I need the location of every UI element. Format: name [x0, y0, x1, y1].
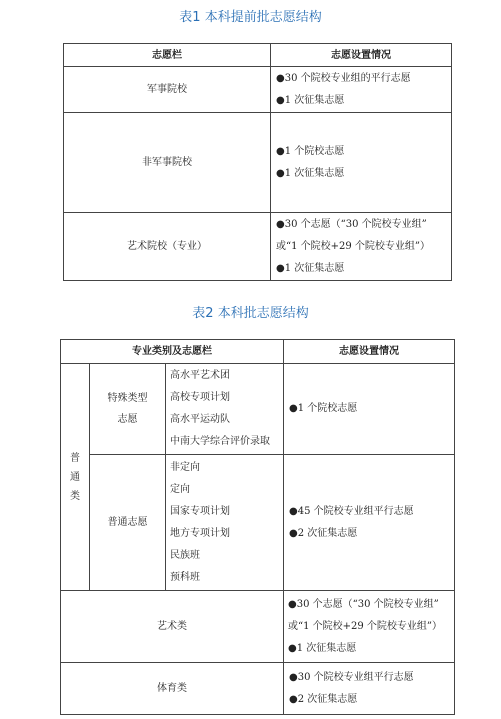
table2-row-regular — [61, 455, 455, 591]
table1-item: ●1 次征集志愿 — [276, 262, 345, 274]
program-item: 非定向 — [170, 461, 200, 473]
table2-sports-label: 体育类 — [61, 663, 284, 715]
table1-row-items — [271, 67, 452, 113]
table2-sports-items — [284, 663, 455, 715]
table2 — [60, 339, 455, 715]
table1-col-header-2: 志愿设置情况 — [271, 44, 452, 67]
table1-row-name: 非军事院校 — [64, 113, 271, 213]
table1-row — [64, 113, 452, 213]
table2-art-label: 艺术类 — [61, 591, 284, 663]
table2-regular-label: 普通志愿 — [90, 455, 166, 591]
table2-regular-programs — [166, 455, 284, 591]
table2-item: ●1 个院校志愿 — [289, 403, 358, 414]
table1-row-name: 军事院校 — [64, 67, 271, 113]
table2-special-label: 特殊类型 志愿 — [90, 364, 166, 455]
table1-row-items — [271, 213, 452, 281]
table1-row — [64, 67, 452, 113]
table2-row-special — [61, 364, 455, 455]
table2-special-programs — [166, 364, 284, 455]
table2-item: ●45 个院校专业组平行志愿 — [289, 505, 414, 517]
table1-row-items — [271, 113, 452, 213]
table1 — [63, 43, 452, 281]
program-item: 地方专项计划 — [170, 527, 230, 539]
table1-header-row — [64, 44, 452, 67]
table2-col-header-2: 志愿设置情况 — [284, 340, 455, 364]
table2-item: ●30 个院校专业组平行志愿 — [289, 671, 414, 683]
table2-art-items — [284, 591, 455, 663]
program-item: 定向 — [170, 483, 190, 495]
program-item: 中南大学综合评价录取 — [170, 436, 270, 447]
table2-item: ●30 个志愿（“30 个院校专业组” — [288, 598, 439, 610]
program-item: 高水平艺术团 — [170, 370, 230, 381]
program-item: 高水平运动队 — [170, 414, 230, 425]
table1-item: ●1 个院校志愿 — [276, 145, 345, 157]
table2-item: ●2 次征集志愿 — [289, 527, 358, 539]
program-item: 国家专项计划 — [170, 505, 230, 517]
table1-row-name: 艺术院校（专业） — [64, 213, 271, 281]
table2-group-label: 普 通 类 — [61, 364, 90, 591]
table2-special-items — [284, 364, 455, 455]
table1-item: ●30 个院校专业组的平行志愿 — [276, 72, 411, 84]
table2-item: ●1 次征集志愿 — [288, 642, 357, 654]
program-item: 预科班 — [170, 571, 200, 583]
table1-item: ●1 次征集志愿 — [276, 94, 345, 106]
program-item: 高校专项计划 — [170, 392, 230, 403]
table2-item: ●2 次征集志愿 — [289, 693, 358, 705]
table1-col-header-1: 志愿栏 — [64, 44, 271, 67]
table1-item: ●30 个志愿（“30 个院校专业组” — [276, 218, 427, 230]
table2-item: 或“1 个院校+29 个院校专业组”） — [288, 620, 443, 632]
table1-item: 或“1 个院校+29 个院校专业组”） — [276, 240, 431, 252]
table1-caption: 表1 本科提前批志愿结构 — [179, 10, 322, 25]
table2-row-art — [61, 591, 455, 663]
table2-caption: 表2 本科批志愿结构 — [192, 306, 309, 321]
table2-regular-items — [284, 455, 455, 591]
table1-row — [64, 213, 452, 281]
program-item: 民族班 — [170, 549, 200, 561]
table1-item: ●1 次征集志愿 — [276, 167, 345, 179]
table2-header-row — [61, 340, 455, 364]
table2-col-header-1: 专业类别及志愿栏 — [61, 340, 284, 364]
table2-row-sports — [61, 663, 455, 715]
